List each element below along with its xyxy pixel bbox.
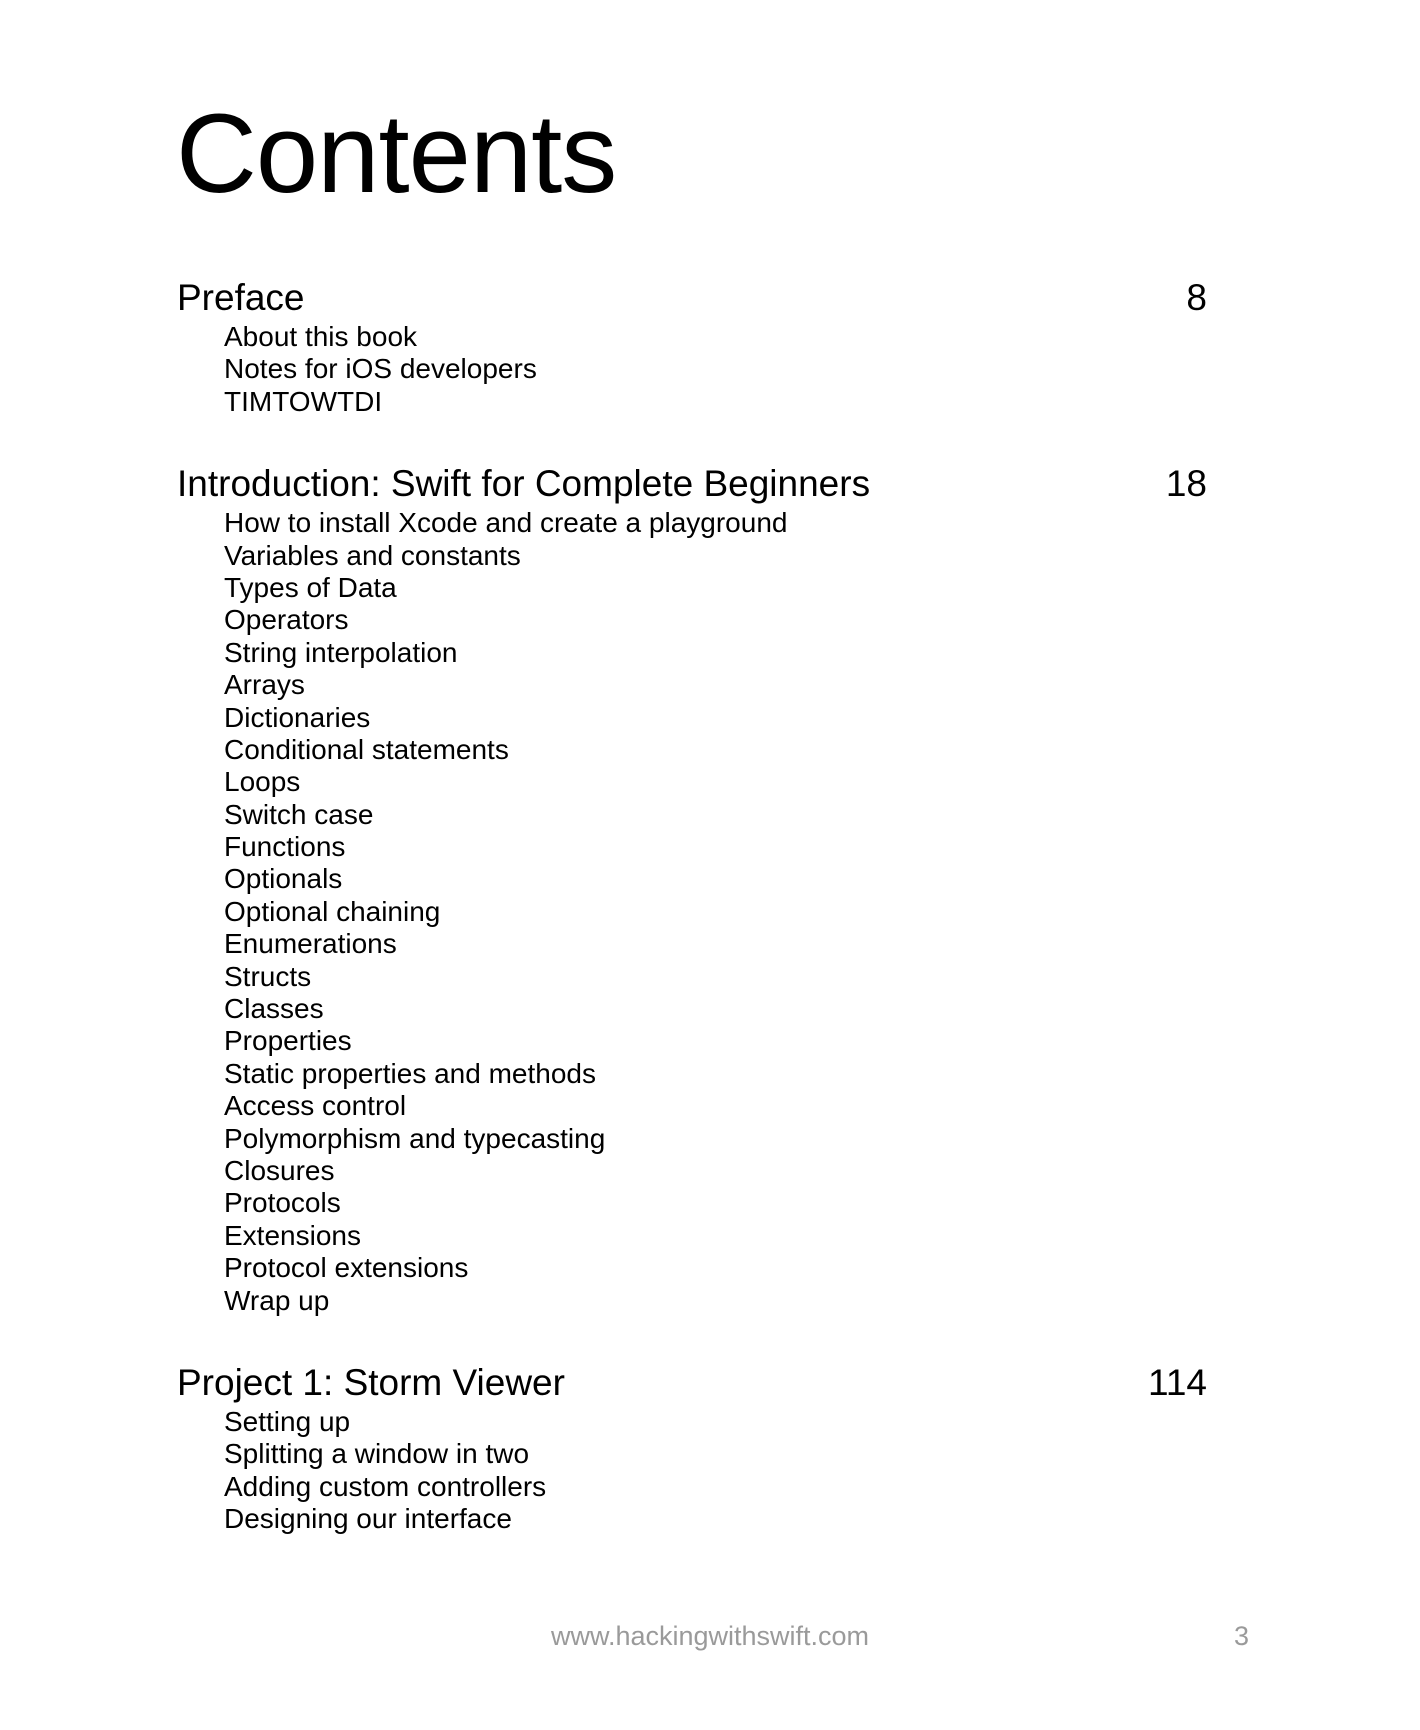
toc-entry: Polymorphism and typecasting — [224, 1122, 606, 1154]
section-title: Project 1: Storm Viewer — [177, 1361, 565, 1403]
toc-entry: Switch case — [224, 798, 374, 830]
toc-section — [177, 461, 1207, 1317]
section-title: Preface — [177, 277, 305, 318]
toc-entry: Structs — [224, 960, 312, 992]
page-title: Contents — [176, 91, 617, 216]
toc-entry: Dictionaries — [224, 701, 371, 733]
toc-entry: Wrap up — [224, 1284, 330, 1316]
toc-entry: Access control — [224, 1090, 407, 1122]
toc-entry: Operators — [224, 604, 349, 636]
section-page-number: 114 — [1148, 1361, 1207, 1403]
section-page-number: 8 — [1186, 277, 1207, 318]
toc-section-heading — [177, 1360, 1207, 1406]
toc-entry: Arrays — [224, 669, 305, 701]
footer-page-number: 3 — [1233, 1621, 1249, 1651]
section-item-list — [177, 507, 1207, 1317]
toc-entry: Functions — [224, 831, 346, 863]
toc-entry: Static properties and methods — [224, 1057, 596, 1089]
footer-url: www.hackingwithswift.com — [550, 1621, 870, 1651]
section-item-list — [177, 321, 1207, 418]
table-of-contents — [177, 275, 1207, 1579]
toc-entry: Types of Data — [224, 571, 397, 603]
toc-entry: About this book — [224, 321, 418, 352]
toc-entry: Setting up — [224, 1405, 351, 1437]
toc-entry: Classes — [224, 993, 324, 1025]
toc-entry: Extensions — [224, 1219, 361, 1251]
toc-entry: Splitting a window in two — [224, 1438, 530, 1470]
toc-entry: Conditional statements — [224, 733, 509, 765]
section-page-number: 18 — [1165, 463, 1207, 505]
toc-entry: Notes for iOS developers — [224, 353, 537, 385]
toc-entry: TIMTOWTDI — [224, 385, 383, 417]
section-title: Introduction: Swift for Complete Beginners — [177, 463, 871, 505]
toc-entry: Optional chaining — [224, 895, 441, 927]
toc-entry: How to install Xcode and create a playground — [224, 507, 788, 539]
toc-entry: Variables and constants — [224, 539, 521, 571]
toc-section-heading — [177, 461, 1207, 507]
section-item-list — [177, 1406, 1207, 1536]
toc-section-heading — [177, 275, 1207, 321]
toc-entry: Protocol extensions — [224, 1252, 469, 1284]
toc-entry: Optionals — [224, 863, 343, 895]
toc-section — [177, 275, 1207, 418]
toc-entry: Adding custom controllers — [224, 1470, 547, 1502]
toc-entry: Properties — [224, 1025, 352, 1057]
toc-section — [177, 1360, 1207, 1536]
toc-entry: Designing our interface — [224, 1503, 512, 1535]
toc-entry: Enumerations — [224, 928, 397, 960]
toc-entry: Closures — [224, 1154, 335, 1186]
toc-entry: String interpolation — [224, 636, 458, 668]
toc-entry: Loops — [224, 766, 301, 798]
toc-entry: Protocols — [224, 1187, 341, 1219]
